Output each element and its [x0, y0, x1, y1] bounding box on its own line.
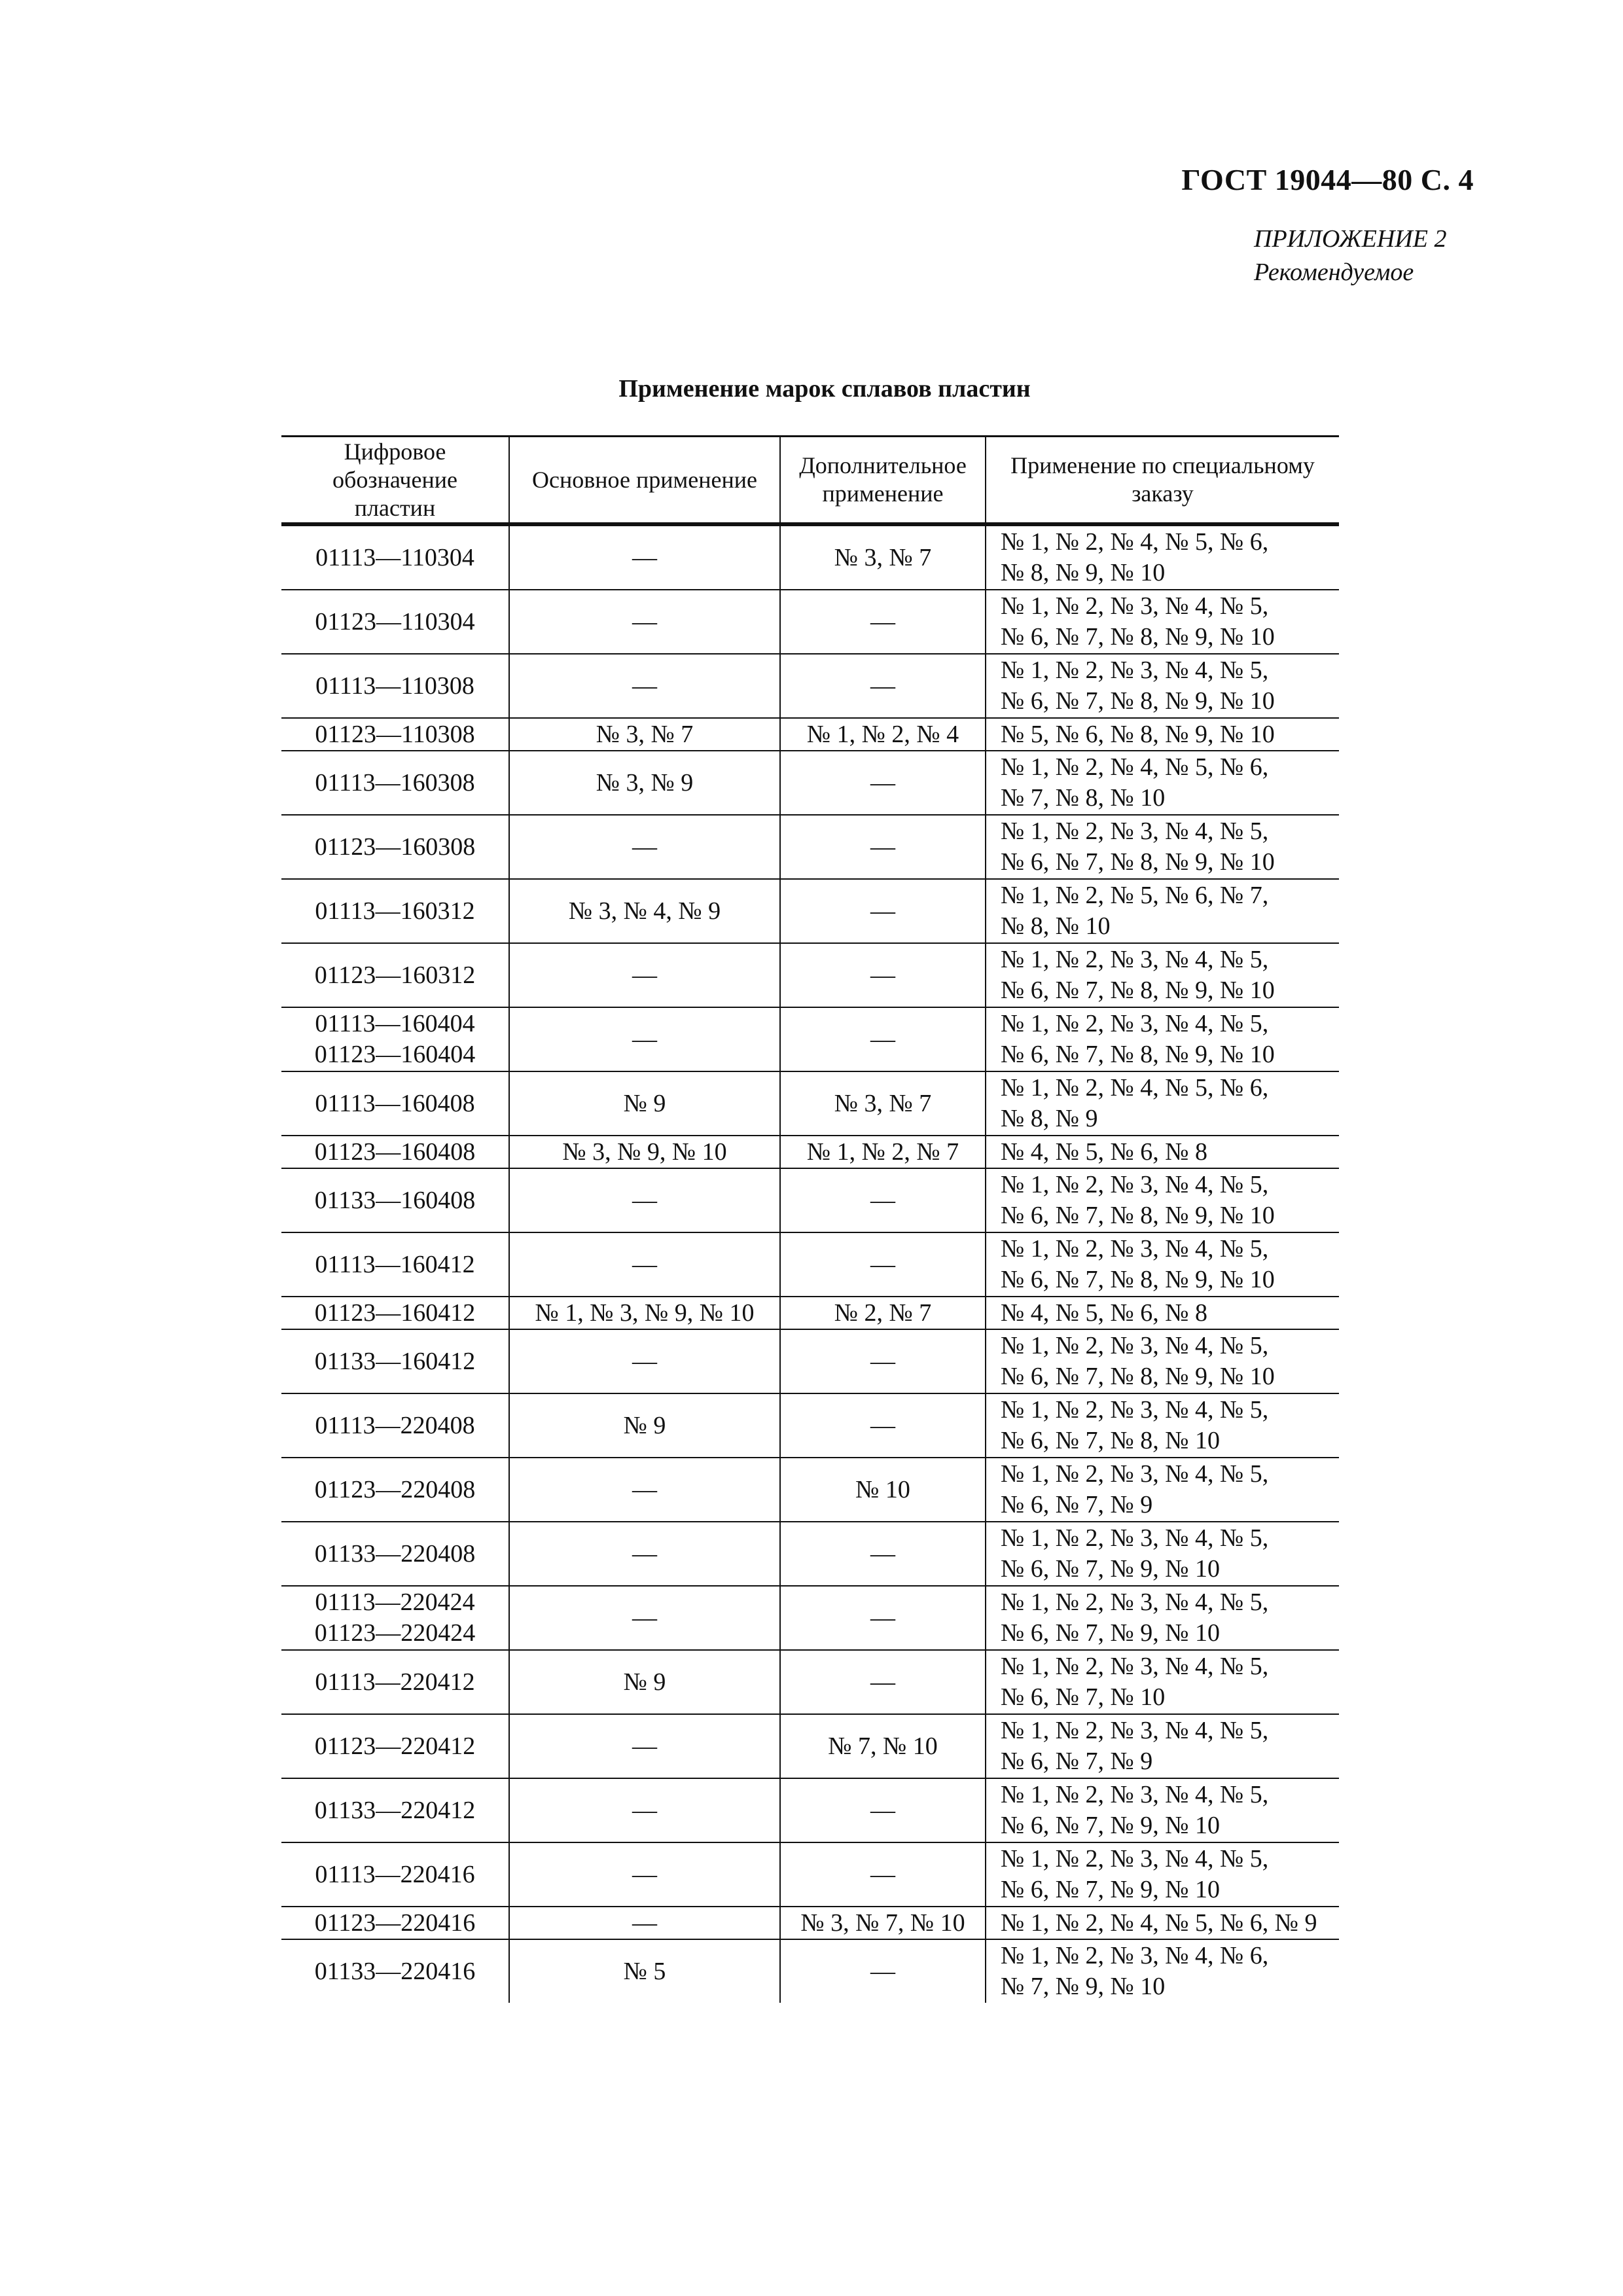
table-row: [281, 1714, 1339, 1778]
special-line: № 1, № 2, № 3, № 4, № 5,: [1001, 1588, 1269, 1616]
table-row: [281, 1329, 1339, 1393]
cell-special: [986, 654, 1339, 718]
table-row: [281, 1650, 1339, 1714]
cell-extra: —: [780, 1168, 986, 1232]
special-line: № 6, № 7, № 9, № 10: [1001, 1555, 1221, 1583]
table-row: [281, 1586, 1339, 1650]
cell-special: [986, 1650, 1339, 1714]
cell-code: [281, 1907, 509, 1939]
header-line: заказу: [1132, 480, 1194, 507]
cell-code: [281, 1168, 509, 1232]
table-row: [281, 1168, 1339, 1232]
cell-code: [281, 524, 509, 590]
cell-main: № 3, № 9: [509, 751, 780, 815]
header-line: Дополнительное: [799, 452, 967, 478]
cell-code: [281, 751, 509, 815]
special-line: № 6, № 7, № 8, № 9, № 10: [1001, 848, 1275, 876]
cell-extra: № 3, № 7: [780, 524, 986, 590]
special-line: № 6, № 7, № 8, № 9, № 10: [1001, 623, 1275, 651]
cell-code: [281, 1778, 509, 1842]
cell-extra: —: [780, 1393, 986, 1458]
special-line: № 5, № 6, № 8, № 9, № 10: [1001, 720, 1275, 748]
cell-special: [986, 1329, 1339, 1393]
special-line: № 7, № 8, № 10: [1001, 784, 1166, 812]
table-row: [281, 1939, 1339, 2003]
special-line: № 1, № 2, № 3, № 4, № 5,: [1001, 1332, 1269, 1359]
column-header-code: [281, 437, 509, 525]
cell-extra: —: [780, 590, 986, 654]
special-line: № 8, № 9, № 10: [1001, 559, 1166, 586]
header-line: обозначение: [332, 466, 457, 493]
cell-code: [281, 1297, 509, 1329]
special-line: № 7, № 9, № 10: [1001, 1973, 1166, 2000]
code-line: 01113—110308: [315, 672, 474, 700]
appendix-label: ПРИЛОЖЕНИЕ 2: [1254, 225, 1447, 253]
special-line: № 6, № 7, № 8, № 10: [1001, 1427, 1221, 1454]
table-row: [281, 879, 1339, 943]
cell-main: —: [509, 1007, 780, 1071]
code-line: 01113—160408: [315, 1089, 475, 1117]
cell-main: —: [509, 1586, 780, 1650]
cell-main: —: [509, 1232, 780, 1297]
cell-extra: № 1, № 2, № 7: [780, 1136, 986, 1168]
cell-main: —: [509, 815, 780, 879]
special-line: № 6, № 7, № 8, № 9, № 10: [1001, 687, 1275, 715]
special-line: № 6, № 7, № 8, № 9, № 10: [1001, 1202, 1275, 1229]
cell-main: № 5: [509, 1939, 780, 2003]
code-line: 01123—110308: [315, 720, 475, 748]
special-line: № 4, № 5, № 6, № 8: [1001, 1138, 1208, 1166]
special-line: № 6, № 7, № 8, № 9, № 10: [1001, 977, 1275, 1004]
code-line: 01133—220408: [314, 1539, 476, 1568]
alloy-application-table: [281, 435, 1339, 2003]
special-line: № 6, № 7, № 9, № 10: [1001, 1876, 1221, 1903]
code-line: 01133—160408: [314, 1186, 476, 1214]
code-line: 01113—110304: [315, 543, 474, 571]
header-line: Цифровое: [344, 438, 446, 465]
special-line: № 4, № 5, № 6, № 8: [1001, 1299, 1208, 1327]
cell-special: [986, 1522, 1339, 1586]
cell-special: [986, 1393, 1339, 1458]
code-line: 01113—160412: [315, 1250, 475, 1278]
special-line: № 1, № 2, № 3, № 4, № 5,: [1001, 817, 1269, 845]
code-line: 01123—220424: [314, 1619, 476, 1647]
special-line: № 1, № 2, № 3, № 4, № 5,: [1001, 1717, 1269, 1744]
cell-main: —: [509, 1329, 780, 1393]
table-row: [281, 1007, 1339, 1071]
cell-extra: —: [780, 1650, 986, 1714]
header-line: Применение по специальному: [1010, 452, 1315, 478]
cell-code: [281, 1458, 509, 1522]
special-line: № 6, № 7, № 8, № 9, № 10: [1001, 1363, 1275, 1390]
cell-code: [281, 943, 509, 1007]
code-line: 01133—220416: [314, 1957, 476, 1985]
cell-extra: —: [780, 654, 986, 718]
cell-special: [986, 1586, 1339, 1650]
special-line: № 1, № 2, № 4, № 5, № 6,: [1001, 753, 1269, 781]
cell-code: [281, 1329, 509, 1393]
code-line: 01123—220416: [314, 1909, 476, 1937]
special-line: № 1, № 2, № 3, № 4, № 5,: [1001, 1171, 1269, 1198]
code-line: 01123—160308: [314, 833, 476, 861]
cell-special: [986, 943, 1339, 1007]
appendix-block: [1254, 223, 1446, 289]
table-row: [281, 815, 1339, 879]
cell-code: [281, 654, 509, 718]
cell-main: —: [509, 590, 780, 654]
cell-extra: —: [780, 1586, 986, 1650]
cell-special: [986, 1232, 1339, 1297]
cell-special: [986, 879, 1339, 943]
cell-special: [986, 1297, 1339, 1329]
cell-main: № 9: [509, 1071, 780, 1136]
cell-main: № 3, № 9, № 10: [509, 1136, 780, 1168]
cell-code: [281, 1522, 509, 1586]
special-line: № 6, № 7, № 8, № 9, № 10: [1001, 1041, 1275, 1068]
code-line: 01113—160404: [315, 1010, 475, 1037]
code-line: 01123—160412: [314, 1299, 476, 1327]
cell-main: № 9: [509, 1393, 780, 1458]
special-line: № 8, № 10: [1001, 912, 1111, 940]
cell-extra: —: [780, 943, 986, 1007]
table-row: [281, 1458, 1339, 1522]
cell-extra: —: [780, 815, 986, 879]
cell-extra: № 3, № 7, № 10: [780, 1907, 986, 1939]
table-title-wrap: [0, 374, 1623, 403]
cell-main: —: [509, 524, 780, 590]
cell-extra: —: [780, 751, 986, 815]
cell-main: —: [509, 1778, 780, 1842]
table-title: Применение марок сплавов пластин: [618, 375, 1031, 403]
code-line: 01123—160404: [314, 1041, 476, 1068]
special-line: № 6, № 7, № 9: [1001, 1748, 1153, 1775]
column-header-extra: [780, 437, 986, 525]
special-line: № 6, № 7, № 9, № 10: [1001, 1812, 1221, 1839]
cell-code: [281, 1136, 509, 1168]
cell-extra: —: [780, 1329, 986, 1393]
column-header-special: [986, 437, 1339, 525]
code-line: 01123—160312: [314, 961, 476, 989]
cell-special: [986, 1714, 1339, 1778]
special-line: № 1, № 2, № 3, № 4, № 5,: [1001, 1010, 1269, 1037]
cell-special: [986, 1458, 1339, 1522]
cell-main: —: [509, 654, 780, 718]
special-line: № 6, № 7, № 9, № 10: [1001, 1619, 1221, 1647]
cell-code: [281, 718, 509, 751]
cell-special: [986, 1939, 1339, 2003]
special-line: № 1, № 2, № 3, № 4, № 5,: [1001, 1460, 1269, 1488]
cell-code: [281, 1071, 509, 1136]
table-row: [281, 1232, 1339, 1297]
code-line: 01133—160412: [314, 1347, 476, 1375]
special-line: № 1, № 2, № 3, № 4, № 5,: [1001, 1845, 1269, 1873]
table-body: [281, 524, 1339, 2003]
table-row: [281, 1522, 1339, 1586]
cell-main: —: [509, 1907, 780, 1939]
special-line: № 6, № 7, № 8, № 9, № 10: [1001, 1266, 1275, 1293]
cell-extra: —: [780, 1007, 986, 1071]
special-line: № 1, № 2, № 3, № 4, № 5,: [1001, 1235, 1269, 1263]
table-header-row: [281, 437, 1339, 525]
cell-special: [986, 524, 1339, 590]
cell-extra: № 10: [780, 1458, 986, 1522]
cell-main: № 9: [509, 1650, 780, 1714]
cell-code: [281, 1939, 509, 2003]
cell-main: —: [509, 943, 780, 1007]
code-line: 01123—160408: [314, 1138, 476, 1166]
code-line: 01123—110304: [315, 607, 475, 636]
table-row: [281, 654, 1339, 718]
special-line: № 1, № 2, № 4, № 5, № 6, № 9: [1001, 1909, 1317, 1937]
code-line: 01123—220412: [314, 1732, 476, 1760]
cell-extra: —: [780, 1842, 986, 1907]
cell-extra: —: [780, 1939, 986, 2003]
code-line: 01123—220408: [314, 1475, 476, 1503]
cell-code: [281, 1586, 509, 1650]
cell-main: —: [509, 1522, 780, 1586]
column-header-main: [509, 437, 780, 525]
code-line: 01113—220412: [315, 1668, 475, 1696]
cell-main: —: [509, 1714, 780, 1778]
code-line: 01113—220424: [315, 1588, 475, 1616]
document-number: ГОСТ 19044—80 С. 4: [1181, 163, 1474, 196]
cell-main: —: [509, 1842, 780, 1907]
code-line: 01133—220412: [314, 1796, 476, 1824]
cell-extra: —: [780, 1232, 986, 1297]
cell-code: [281, 1650, 509, 1714]
special-line: № 8, № 9: [1001, 1105, 1098, 1132]
cell-special: [986, 751, 1339, 815]
cell-extra: № 1, № 2, № 4: [780, 718, 986, 751]
special-line: № 1, № 2, № 3, № 4, № 5,: [1001, 592, 1269, 620]
special-line: № 6, № 7, № 10: [1001, 1683, 1166, 1711]
table-row: [281, 1297, 1339, 1329]
header-line: применение: [822, 480, 944, 507]
special-line: № 1, № 2, № 4, № 5, № 6,: [1001, 1074, 1269, 1102]
special-line: № 1, № 2, № 3, № 4, № 5,: [1001, 656, 1269, 684]
special-line: № 1, № 2, № 3, № 4, № 6,: [1001, 1942, 1269, 1969]
code-line: 01113—220416: [315, 1860, 475, 1888]
cell-special: [986, 1071, 1339, 1136]
cell-extra: —: [780, 1522, 986, 1586]
table-row: [281, 1907, 1339, 1939]
cell-code: [281, 1007, 509, 1071]
code-line: 01113—160312: [315, 897, 475, 925]
table-row: [281, 751, 1339, 815]
special-line: № 1, № 2, № 3, № 4, № 5,: [1001, 1524, 1269, 1552]
special-line: № 1, № 2, № 4, № 5, № 6,: [1001, 528, 1269, 556]
cell-extra: —: [780, 879, 986, 943]
cell-code: [281, 815, 509, 879]
cell-special: [986, 815, 1339, 879]
table-row: [281, 1071, 1339, 1136]
cell-code: [281, 1714, 509, 1778]
header-line: Основное применение: [532, 466, 757, 493]
cell-main: —: [509, 1168, 780, 1232]
table-row: [281, 590, 1339, 654]
header-line: пластин: [354, 494, 436, 521]
appendix-status: Рекомендуемое: [1254, 259, 1414, 286]
cell-main: № 3, № 4, № 9: [509, 879, 780, 943]
special-line: № 1, № 2, № 3, № 4, № 5,: [1001, 1781, 1269, 1808]
cell-special: [986, 1907, 1339, 1939]
special-line: № 1, № 2, № 3, № 4, № 5,: [1001, 1653, 1269, 1680]
table-row: [281, 524, 1339, 590]
table-row: [281, 1778, 1339, 1842]
cell-special: [986, 718, 1339, 751]
cell-main: № 1, № 3, № 9, № 10: [509, 1297, 780, 1329]
special-line: № 1, № 2, № 3, № 4, № 5,: [1001, 1396, 1269, 1424]
special-line: № 1, № 2, № 5, № 6, № 7,: [1001, 882, 1269, 909]
cell-special: [986, 1136, 1339, 1168]
cell-main: —: [509, 1458, 780, 1522]
cell-code: [281, 590, 509, 654]
cell-code: [281, 879, 509, 943]
special-line: № 6, № 7, № 9: [1001, 1491, 1153, 1518]
cell-code: [281, 1393, 509, 1458]
cell-special: [986, 1778, 1339, 1842]
cell-special: [986, 1842, 1339, 1907]
table-row: [281, 718, 1339, 751]
special-line: № 1, № 2, № 3, № 4, № 5,: [1001, 946, 1269, 973]
cell-extra: № 7, № 10: [780, 1714, 986, 1778]
cell-special: [986, 1168, 1339, 1232]
cell-special: [986, 1007, 1339, 1071]
table-row: [281, 943, 1339, 1007]
cell-code: [281, 1842, 509, 1907]
code-line: 01113—220408: [315, 1411, 475, 1439]
cell-code: [281, 1232, 509, 1297]
table-row: [281, 1842, 1339, 1907]
cell-extra: № 2, № 7: [780, 1297, 986, 1329]
cell-main: № 3, № 7: [509, 718, 780, 751]
table-row: [281, 1393, 1339, 1458]
code-line: 01113—160308: [315, 768, 475, 797]
cell-extra: № 3, № 7: [780, 1071, 986, 1136]
cell-extra: —: [780, 1778, 986, 1842]
table-row: [281, 1136, 1339, 1168]
cell-special: [986, 590, 1339, 654]
